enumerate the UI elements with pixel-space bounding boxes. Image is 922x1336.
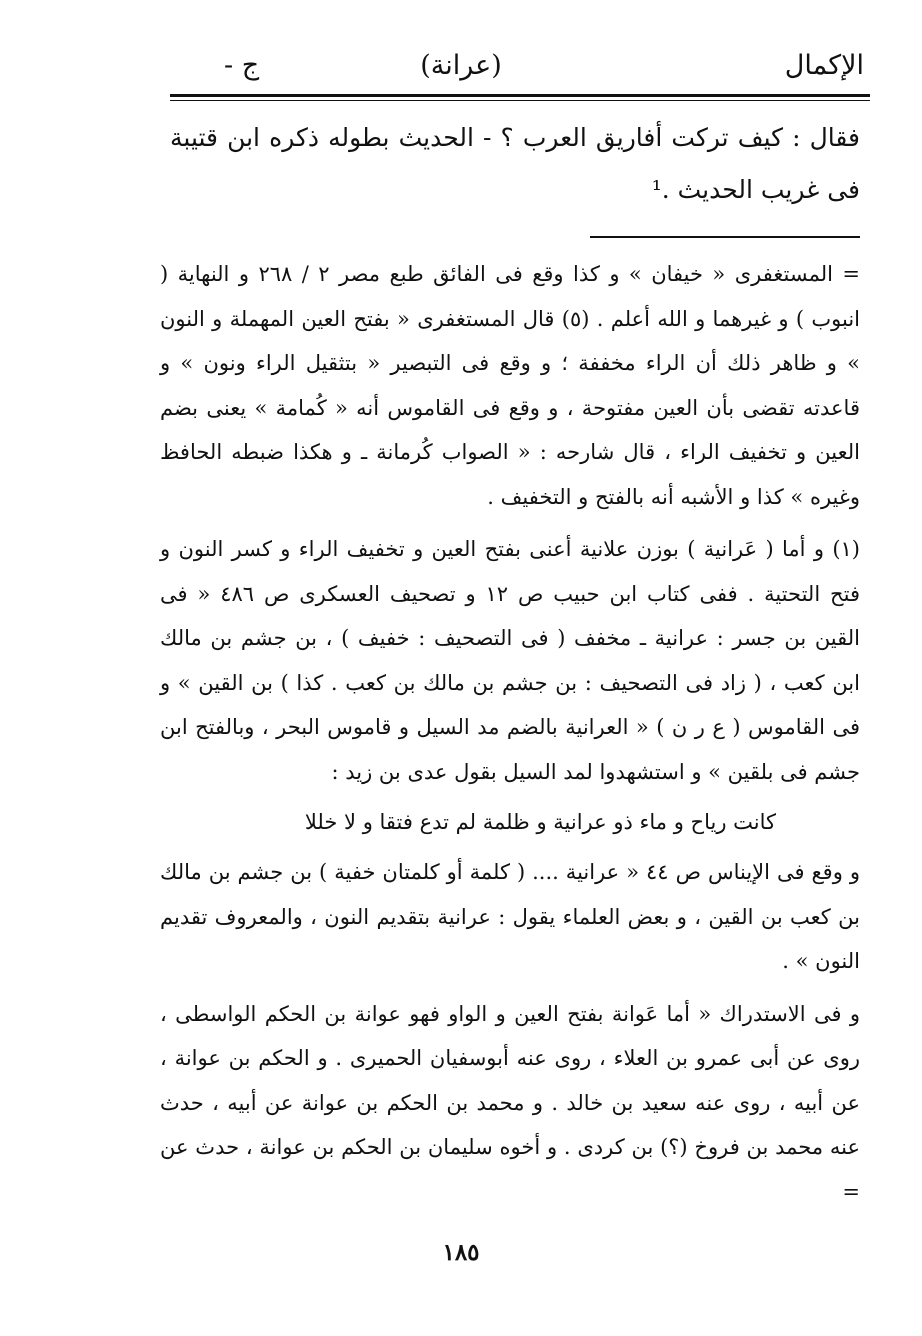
footnote-separator [590,236,860,238]
footnote-paragraph: (١) و أما ( عَرانية ) بوزن علانية أعنى بفتح العين و تخفيف الراء و كسر النون و فتح التحتية . ففى كتاب ابن حبيب ص ١٢ و تصحيف العسكرى ص ٤٨٦ « فى القين بن جسر : عرانية ـ مخفف ( فى التصحيف : خفيف ) ، بن جشم بن مالك ابن كعب ، ( زاد فى التصحيف : بن جشم بن مالك بن كعب . كذا ) بن القين » و فى القاموس ( ع ر ن ) « العرانية بالضم مد السيل و قاموس البحر ، وبالفتح ابن جشم فى بلقين » و استشهدوا لمد السيل بقول عدى بن زيد : [160,537,860,784]
header-rule-thick [170,94,870,97]
footnote-verse: كانت رياح و ماء ذو عرانية و ظلمة لم تدع فتقا و لا خللا [304,810,776,834]
running-header-volume: ج - [224,50,260,81]
footnote-paragraph: و وقع فى الإيناس ص ٤٤ « عرانية .... ( كلمة أو كلمتان خفية ) بن جشم بن مالك بن كعب بن القين ، و بعض العلماء يقول : عرانية بتقديم النون ، والمعروف تقديم النون » . [160,860,860,973]
page-number: ١٨٥ [442,1239,480,1266]
running-header-book-title: الإكمال [784,50,864,81]
running-header-entry: (عرانة) [420,50,502,81]
footnote-paragraph: = المستغفرى « خيفان » و كذا وقع فى الفائق طبع مصر ٢ / ٢٦٨ و النهاية ( انبوب ) و غيرهما و الله أعلم . (٥) قال المستغفرى « بفتح العين المهملة و النون » و ظاهر ذلك أن الراء مخففة ؛ و وقع فى التبصير « بتثقيل الراء ونون » و قاعدته تقضى بأن العين مفتوحة ، و وقع فى القاموس أنه « كُمامة » يعنى بضم العين و تخفيف الراء ، قال شارحه : « الصواب كُرمانة ـ و هكذا ضبطه الحافظ وغيره » كذا و الأشبه أنه بالفتح و التخفيف . [160,262,860,509]
main-text: فقال : كيف تركت أفاريق العرب ؟ - الحديث بطوله ذكره ابن قتيبة فى غريب الحديث .¹ [170,123,860,204]
header-rule-thin [170,100,870,101]
footnotes [160,252,860,1214]
footnote-paragraph: و فى الاستدراك « أما عَوانة بفتح العين و الواو فهو عوانة بن الحكم الواسطى ، روى عن أبى عمرو بن العلاء ، روى عنه أبوسفيان الحميرى . و الحكم بن عوانة ، عن أبيه ، روى عنه سعيد بن خالد . و محمد بن الحكم بن عوانة عن أبيه ، حدث عنه محمد بن فروخ (؟) بن كردى . و أخوه سليمان بن الحكم بن عوانة ، حدث عن = [160,1001,860,1204]
